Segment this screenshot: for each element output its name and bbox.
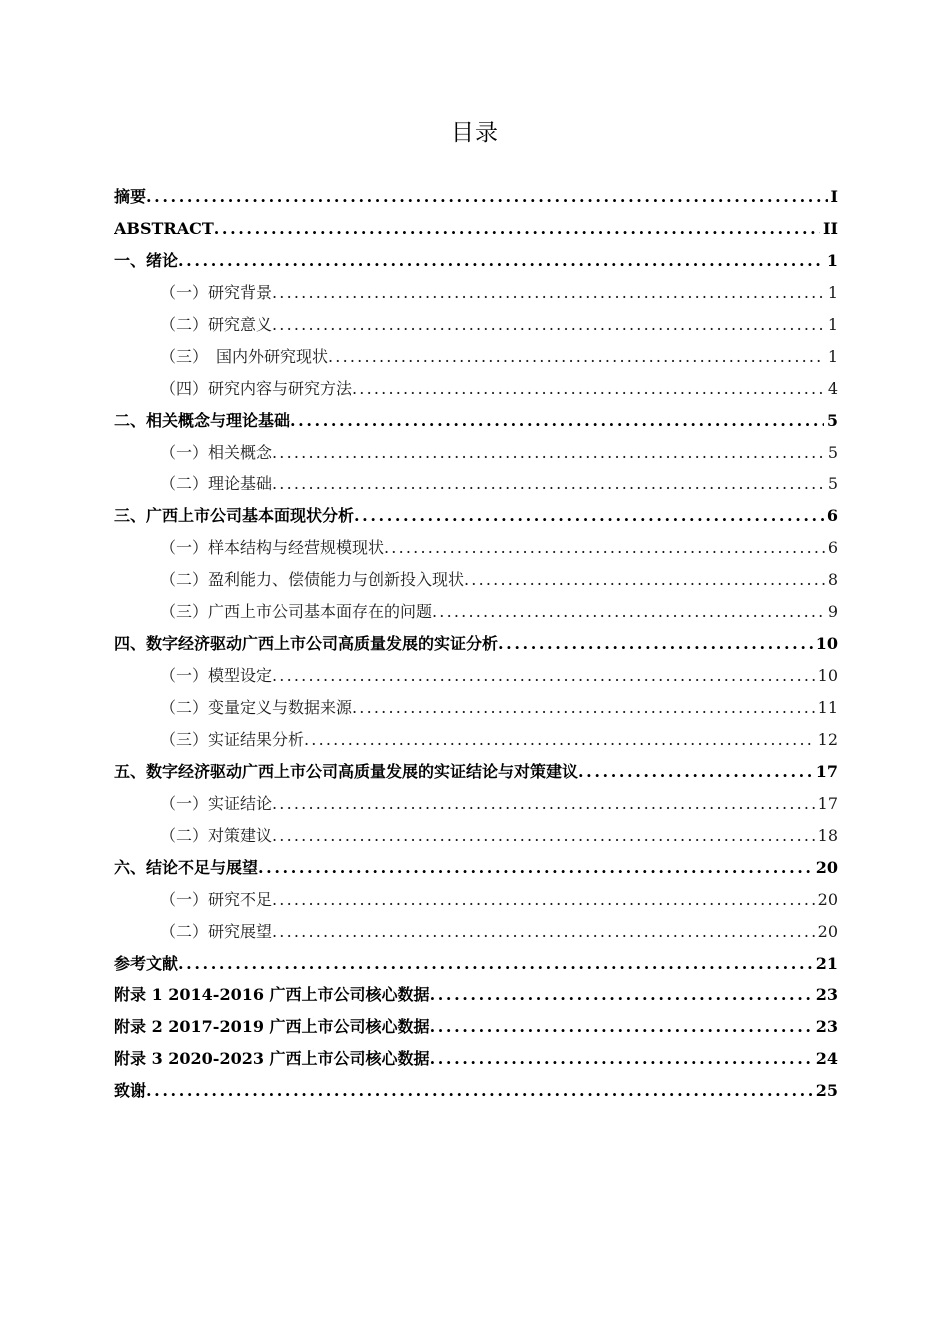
toc-dot-leader [464, 564, 825, 596]
toc-dot-leader [354, 500, 824, 532]
toc-entry[interactable] [114, 373, 838, 405]
toc-entry[interactable] [114, 948, 838, 980]
toc-entry-label: （一）研究背景 [160, 282, 273, 302]
toc-entry[interactable] [114, 181, 838, 213]
toc-entry-label: （一）研究不足 [160, 889, 273, 909]
toc-dot-leader [272, 277, 825, 309]
toc-entry[interactable] [114, 916, 838, 948]
toc-entry-label: 附录 2 2017-2019 广西上市公司核心数据 [114, 1017, 430, 1037]
toc-page-number: 11 [817, 698, 838, 717]
toc-page-number: 1 [827, 282, 838, 302]
toc-dot-leader [498, 628, 813, 660]
toc-entry-label: 致谢 [114, 1081, 147, 1101]
toc-entry-label: （四）研究内容与研究方法 [160, 378, 353, 398]
toc-dot-leader [432, 596, 825, 628]
toc-entry[interactable] [114, 660, 838, 692]
toc-entry-label: （一）模型设定 [160, 666, 273, 686]
toc-entry[interactable] [114, 884, 838, 916]
toc-entry-label: 三、广西上市公司基本面现状分析 [114, 506, 355, 526]
toc-page-number: 21 [815, 953, 838, 973]
toc-page-number: 10 [815, 634, 838, 654]
toc-entry-label: 六、结论不足与展望 [114, 857, 259, 877]
toc-entry[interactable] [114, 724, 838, 756]
toc-entry-label: 参考文献 [114, 953, 179, 973]
toc-dot-leader [328, 341, 825, 373]
toc-dot-leader [272, 884, 815, 916]
toc-entry[interactable] [114, 1011, 838, 1043]
toc-page-number: 20 [817, 921, 838, 941]
toc-page-number: 25 [815, 1081, 838, 1101]
toc-entry-label: （二）研究意义 [160, 314, 273, 334]
toc-entry-label: ABSTRACT [114, 218, 214, 238]
toc-dot-leader [352, 373, 825, 405]
toc-page-number: 12 [817, 729, 838, 749]
toc-dot-leader [430, 1011, 813, 1043]
toc-entry-label: （二）变量定义与数据来源 [160, 698, 353, 717]
toc-entry[interactable] [114, 852, 838, 884]
toc-entry[interactable] [114, 309, 838, 341]
toc-page-number: 18 [817, 825, 838, 845]
toc-dot-leader [178, 948, 813, 980]
toc-entry-label: 摘要 [114, 187, 147, 206]
toc-entry-label: （二）盈利能力、偿债能力与创新投入现状 [160, 570, 465, 590]
toc-page-number: 5 [826, 410, 838, 430]
toc-dot-leader [578, 756, 813, 788]
toc-page-number: I [830, 187, 838, 206]
toc-entry[interactable] [114, 756, 838, 788]
toc-page-number: 20 [815, 857, 838, 877]
toc-page-number: 17 [815, 761, 838, 781]
toc-dot-leader [290, 405, 824, 437]
toc-entry[interactable] [114, 500, 838, 532]
toc-dot-leader [146, 1075, 813, 1107]
toc-page-number: 1 [826, 250, 838, 270]
toc-page-number: II [823, 218, 838, 238]
toc-entry-label: （三）实证结果分析 [160, 729, 305, 749]
toc-entry[interactable] [114, 213, 838, 245]
toc-page-number: 23 [815, 985, 838, 1005]
toc-entry-label: 一、绪论 [114, 250, 179, 270]
toc-entry[interactable] [114, 341, 838, 373]
toc-page-number: 1 [827, 346, 838, 366]
toc-page-number: 5 [827, 442, 838, 462]
toc-page-number: 8 [827, 570, 838, 590]
toc-entry[interactable] [114, 405, 838, 437]
toc-page-number: 10 [817, 666, 838, 686]
toc-entry-label: 附录 3 2020-2023 广西上市公司核心数据 [114, 1049, 430, 1069]
toc-dot-leader [272, 660, 815, 692]
toc-page-number: 5 [827, 474, 838, 494]
toc-dot-leader [384, 532, 825, 564]
toc-page-number: 17 [817, 793, 838, 813]
toc-entry[interactable] [114, 1075, 838, 1107]
toc-dot-leader [304, 724, 815, 756]
toc-page-number: 23 [815, 1017, 838, 1037]
toc-page-number: 1 [827, 314, 838, 334]
toc-entry-label: （二）对策建议 [160, 825, 273, 845]
toc-dot-leader [258, 852, 813, 884]
toc-entry[interactable] [114, 245, 838, 277]
toc-entry-label: （二）理论基础 [160, 474, 273, 494]
table-of-contents [114, 181, 838, 1107]
toc-dot-leader [272, 916, 815, 948]
toc-entry-label: （三）广西上市公司基本面存在的问题 [160, 602, 433, 622]
toc-entry[interactable] [114, 979, 838, 1011]
toc-entry[interactable] [114, 820, 838, 852]
toc-entry[interactable] [114, 628, 838, 660]
toc-entry[interactable] [114, 564, 838, 596]
toc-dot-leader [430, 1043, 813, 1075]
toc-entry-label: 二、相关概念与理论基础 [114, 410, 291, 430]
toc-dot-leader [272, 309, 825, 341]
toc-page-number: 24 [815, 1049, 838, 1069]
toc-entry-label: 四、数字经济驱动广西上市公司高质量发展的实证分析 [114, 634, 499, 654]
toc-entry-label: （三） 国内外研究现状 [160, 346, 329, 366]
toc-page-number: 6 [827, 538, 838, 558]
toc-page-number: 6 [826, 506, 838, 526]
toc-entry[interactable] [114, 788, 838, 820]
toc-page-number: 20 [817, 889, 838, 909]
toc-dot-leader [272, 820, 815, 852]
toc-entry[interactable] [114, 468, 838, 500]
toc-page-number: 4 [827, 378, 838, 398]
toc-entry[interactable] [114, 277, 838, 309]
toc-dot-leader [178, 245, 824, 277]
toc-entry-label: 五、数字经济驱动广西上市公司高质量发展的实证结论与对策建议 [114, 761, 579, 781]
toc-entry[interactable] [114, 692, 838, 724]
toc-dot-leader [214, 213, 820, 245]
toc-dot-leader [272, 437, 825, 469]
toc-entry-label: （一）实证结论 [160, 793, 273, 813]
toc-dot-leader [272, 468, 825, 500]
page-title: 目录 [451, 120, 499, 146]
toc-entry-label: （二）研究展望 [160, 921, 273, 941]
toc-entry-label: 附录 1 2014-2016 广西上市公司核心数据 [114, 985, 430, 1005]
toc-entry-label: （一）样本结构与经营规模现状 [160, 538, 385, 558]
toc-entry-label: （一）相关概念 [160, 442, 273, 462]
toc-entry[interactable] [114, 532, 838, 564]
toc-entry[interactable] [114, 596, 838, 628]
toc-entry[interactable] [114, 437, 838, 469]
toc-page-number: 9 [827, 602, 838, 622]
toc-dot-leader [272, 788, 815, 820]
toc-dot-leader [352, 692, 815, 724]
toc-dot-leader [430, 979, 813, 1011]
toc-entry[interactable] [114, 1043, 838, 1075]
toc-dot-leader [146, 181, 828, 213]
